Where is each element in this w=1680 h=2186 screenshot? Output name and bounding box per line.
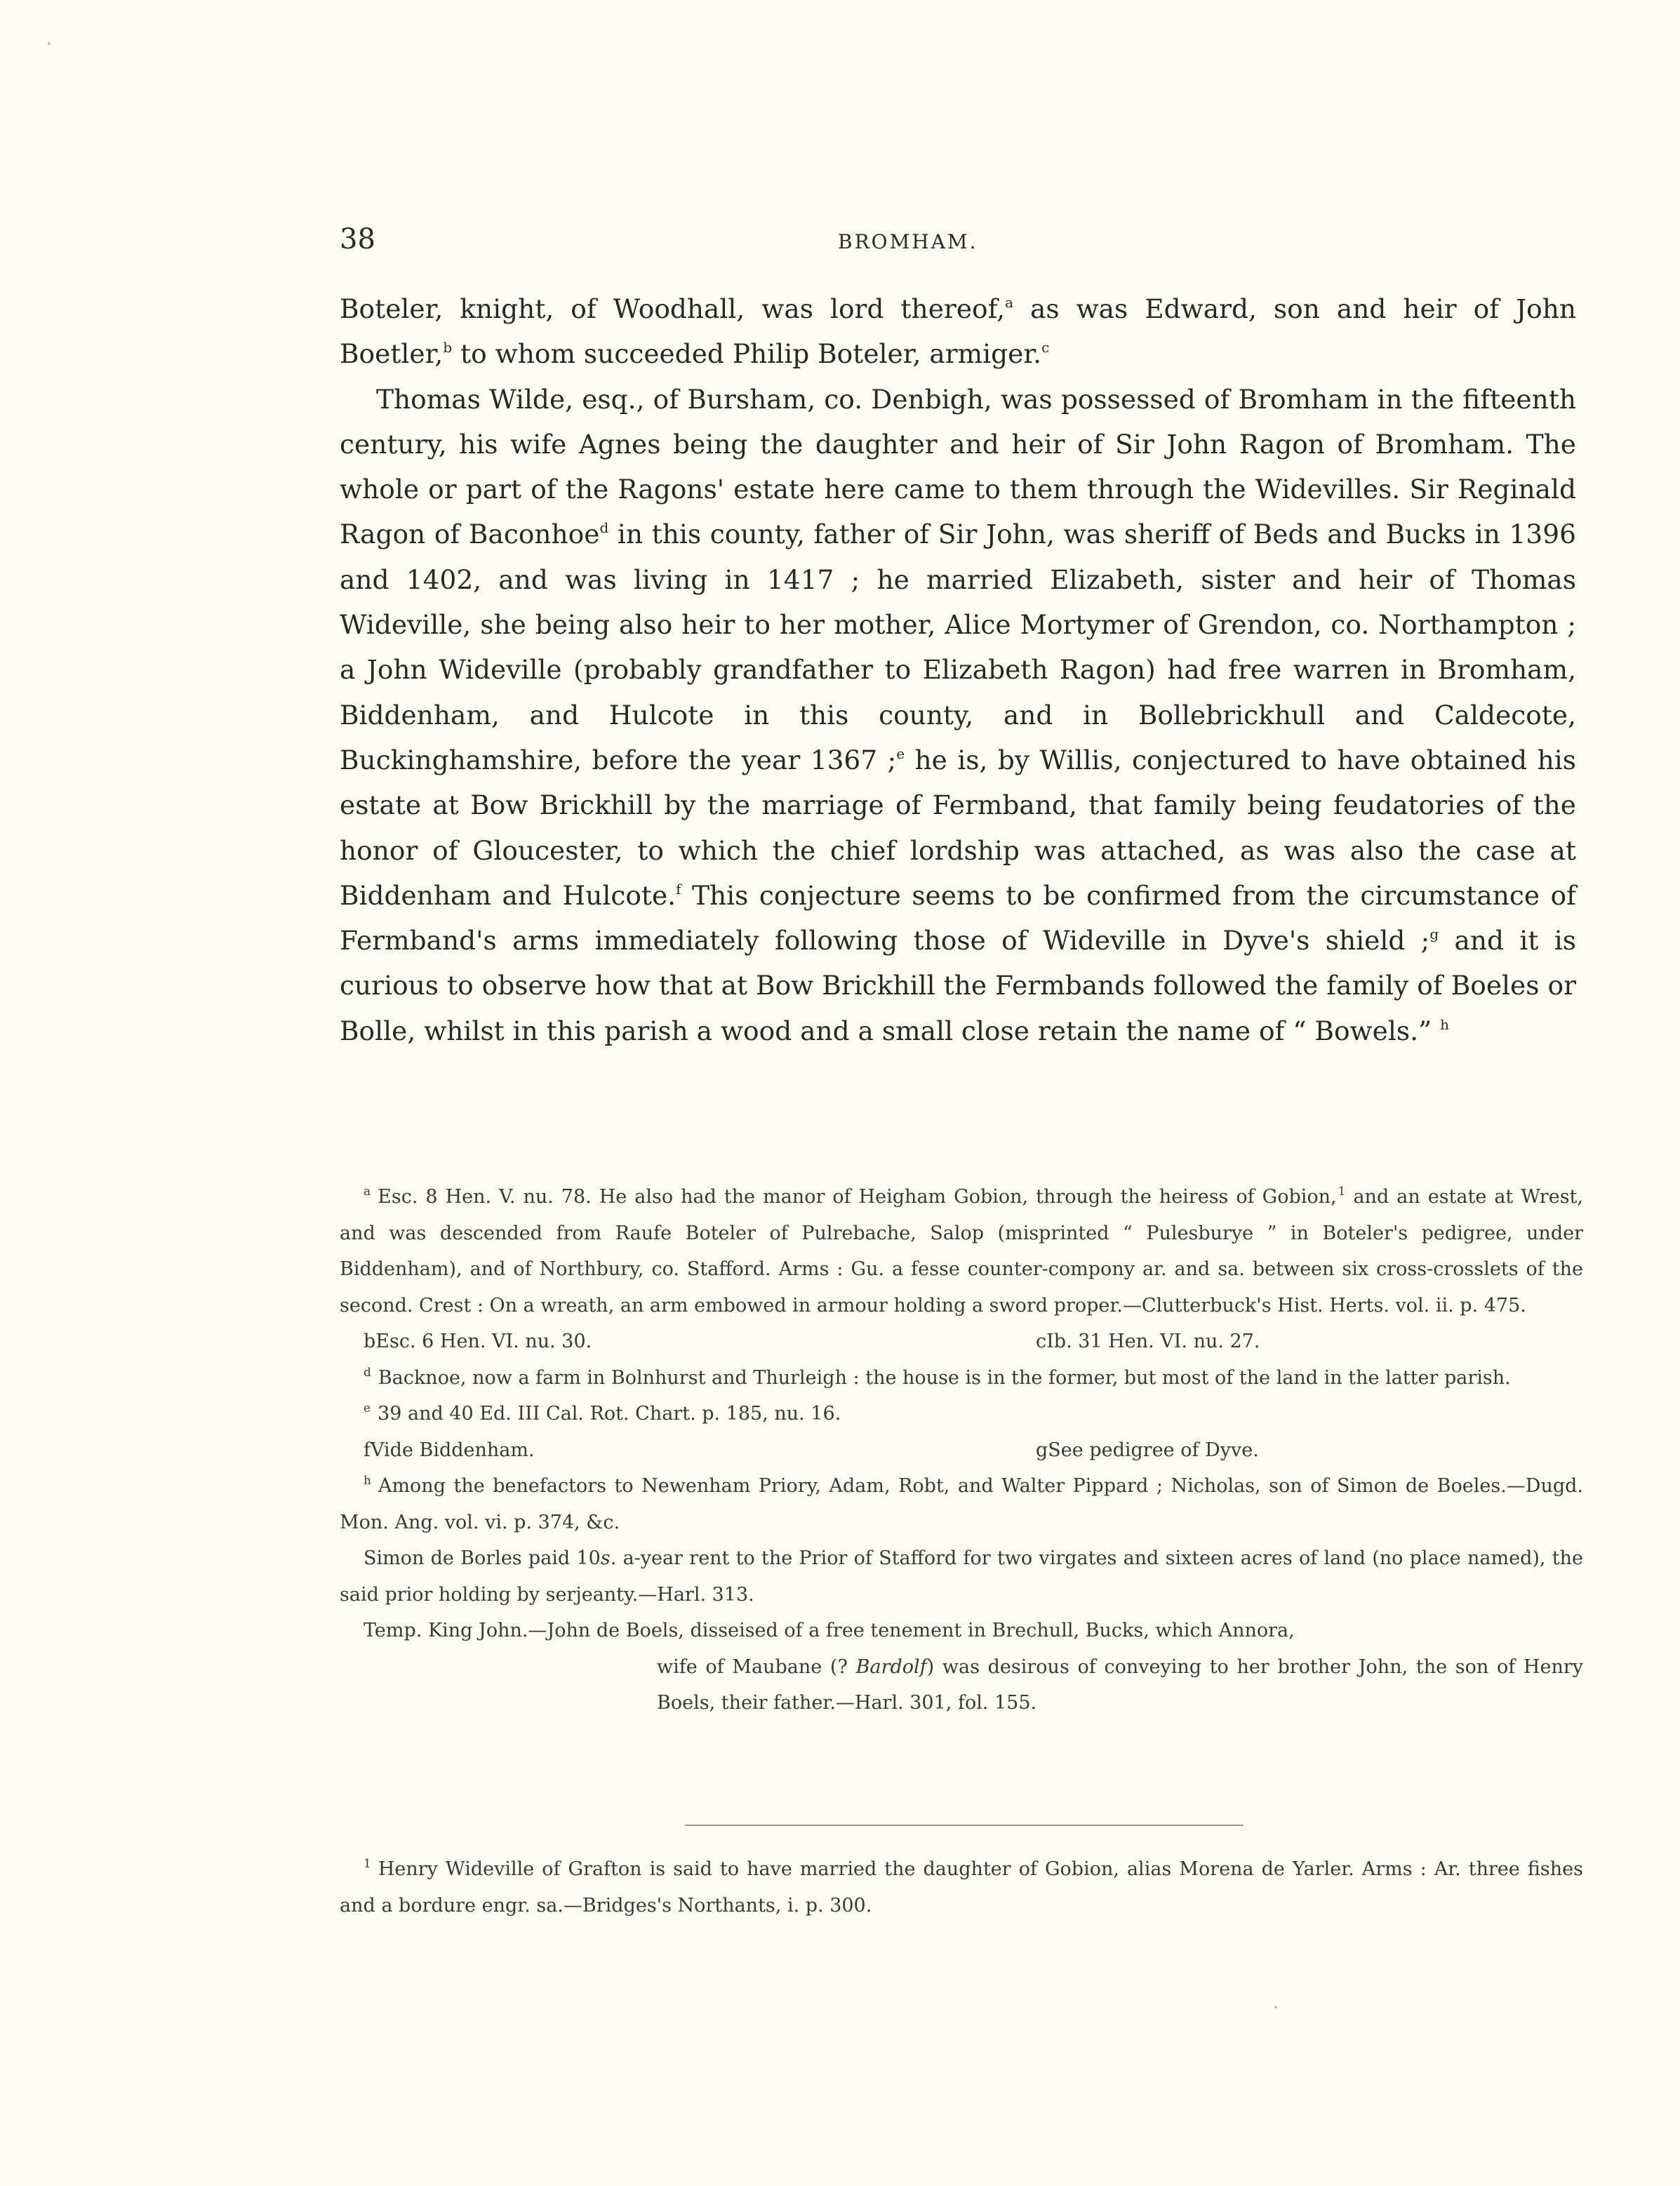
footnote-mark: a [364,1185,371,1199]
sub-footnote-ref[interactable]: 1 [1338,1185,1346,1199]
footnote-mark: h [364,1474,371,1488]
footnote-h-borles: Simon de Borles paid 10s. a-year rent to the Prior of Stafford for two virgates and sixteen acres of land (no place named), the said prior holding by serjeanty.—Harl. 313. [340,1547,1583,1606]
page-header [340,223,1586,265]
footnote-ref-d[interactable]: d [599,519,609,537]
footnote-divider [685,1825,1244,1826]
footnote-ref-e[interactable]: e [896,745,905,762]
footnote-h-lead: Temp. King John.—John de Boels, disseised of a free tenement in Brechull, Bucks, which Annora, [364,1620,1295,1641]
page-number: 38 [340,223,375,255]
footnote-b: bEsc. 6 Hen. VI. nu. 30. [364,1331,592,1352]
footnote-d: $^d$ Backnoe, now a farm in Bolnhurst and Thurleigh : the house is in the former, but most of the land in the latter parish. [364,1365,1511,1389]
footnote-ref-f[interactable]: f [676,880,681,898]
footnote-a: $^a$ Esc. 8 Hen. V. nu. 78. He also had the manor of Heigham Gobion, through the heiress of Gobion, $^1$ and an estate at Wrest, and was descended from Raufe Boteler of Pulrebache, Salop (misprinted “ Pulesburye ” in Boteler's pedigree, under Biddenham), and of Northbury, co. Stafford. Arms : Gu. a fesse counter-compony ar. and sa. between six cross-crosslets of the second. Crest : On a wreath, an arm embowed in armour holding a sword proper.—Clutterbuck's Hist. Herts. vol. ii. p. 475. [340,1185,1583,1317]
footnote-ref-b[interactable]: b [443,339,453,356]
footnote-mark: g [1036,1439,1048,1461]
main-text [340,286,1576,1053]
paragraph-wilde: Thomas Wilde, esq., of Bursham, co. Denbigh, was possessed of Bromham in the fifteenth century, his wife Agnes being the daughter and heir of Sir John Ragon of Bromham. The whole or part of the Ragons' estate here came to them through the Widevilles. Sir Reginald Ragon of Baconhoe$^d$ in this county, father of Sir John, was sheriff of Beds and Bucks in 1396 and 1402, and was living in 1417 ; he married Elizabeth, sister and heir of Thomas Wideville, she being also heir to her mother, Alice Mortymer of Grendon, co. Northampton ; a John Wideville (probably grandfather to Elizabeth Ragon) had free warren in Bromham, Biddenham, and Hulcote in this county, and in Bollebrickhull and Caldecote, Buckinghamshire, before the year 1367 ;$^e$ he is, by Willis, conjectured to have obtained his estate at Bow Brickhill by the marriage of Fermband, that family being feudatories of the honor of Gloucester, to which the chief lordship was attached, as was also the case at Biddenham and Hulcote.$^f$ This conjecture seems to be confirmed from the circumstance of Fermband's arms immediately following those of Wideville in Dyve's shield ;$^g$ and it is curious to observe how that at Bow Brickhill the Fermbands followed the family of Boeles or Bolle, whilst in this parish a wood and a small close retain the name of “ Bowels.” $^h$ [340,383,1576,1046]
footnote-c: cIb. 31 Hen. VI. nu. 27. [1036,1331,1260,1352]
footnote-e: $^e$ 39 and 40 Ed. III Cal. Rot. Chart. p. 185, nu. 16. [364,1401,841,1425]
footnotes [340,1179,1583,1721]
footnote-mark: c [1036,1331,1047,1352]
footnote-h-continuation: wife of Maubane (? Bardolf) was desirous of conveying to her brother John, the son of Henry Boels, their father.—Harl. 301, fol. 155. [657,1655,1583,1714]
footnote-g: gSee pedigree of Dyve. [1036,1439,1259,1461]
footnote-ref-h[interactable]: h [1440,1015,1449,1033]
footnote-f: fVide Biddenham. [364,1439,535,1461]
footnote-mark: e [364,1401,371,1415]
footnote-mark: 1 [364,1857,371,1871]
footnote-mark: f [364,1439,371,1461]
running-head: BROMHAM. [838,230,978,253]
footnote-h: $^h$ Among the benefactors to Newenham Priory, Adam, Robt, and Walter Pippard ; Nicholas, son of Simon de Boeles.—Dugd. Mon. Ang. vol. vi. p. 374, &c. [340,1474,1583,1533]
footnote-mark: b [364,1331,376,1352]
footnote-ref-a[interactable]: a [1005,294,1013,311]
paragraph-continued: Boteler, knight, of Woodhall, was lord thereof,$^a$ as was Edward, son and heir of John Boetler,$^b$ to whom succeeded Philip Boteler, armiger.$^c$ [340,293,1577,370]
footnote-h-temp-king-john [364,1613,1583,1721]
footnote-ref-g[interactable]: g [1429,926,1439,943]
footnote-row-b-c [340,1324,1583,1360]
footnote-mark: d [364,1365,371,1380]
footnote-ref-c[interactable]: c [1041,339,1050,356]
sub-footnote-1: $^1$ Henry Wideville of Grafton is said to have married the daughter of Gobion, alias Morena de Yarler. Arms : Ar. three fishes and a bordure engr. sa.—Bridges's Northants, i. p. 300. [340,1857,1583,1917]
speck [1274,2006,1277,2008]
speck [48,42,51,45]
footnote-row-f-g [340,1432,1583,1469]
